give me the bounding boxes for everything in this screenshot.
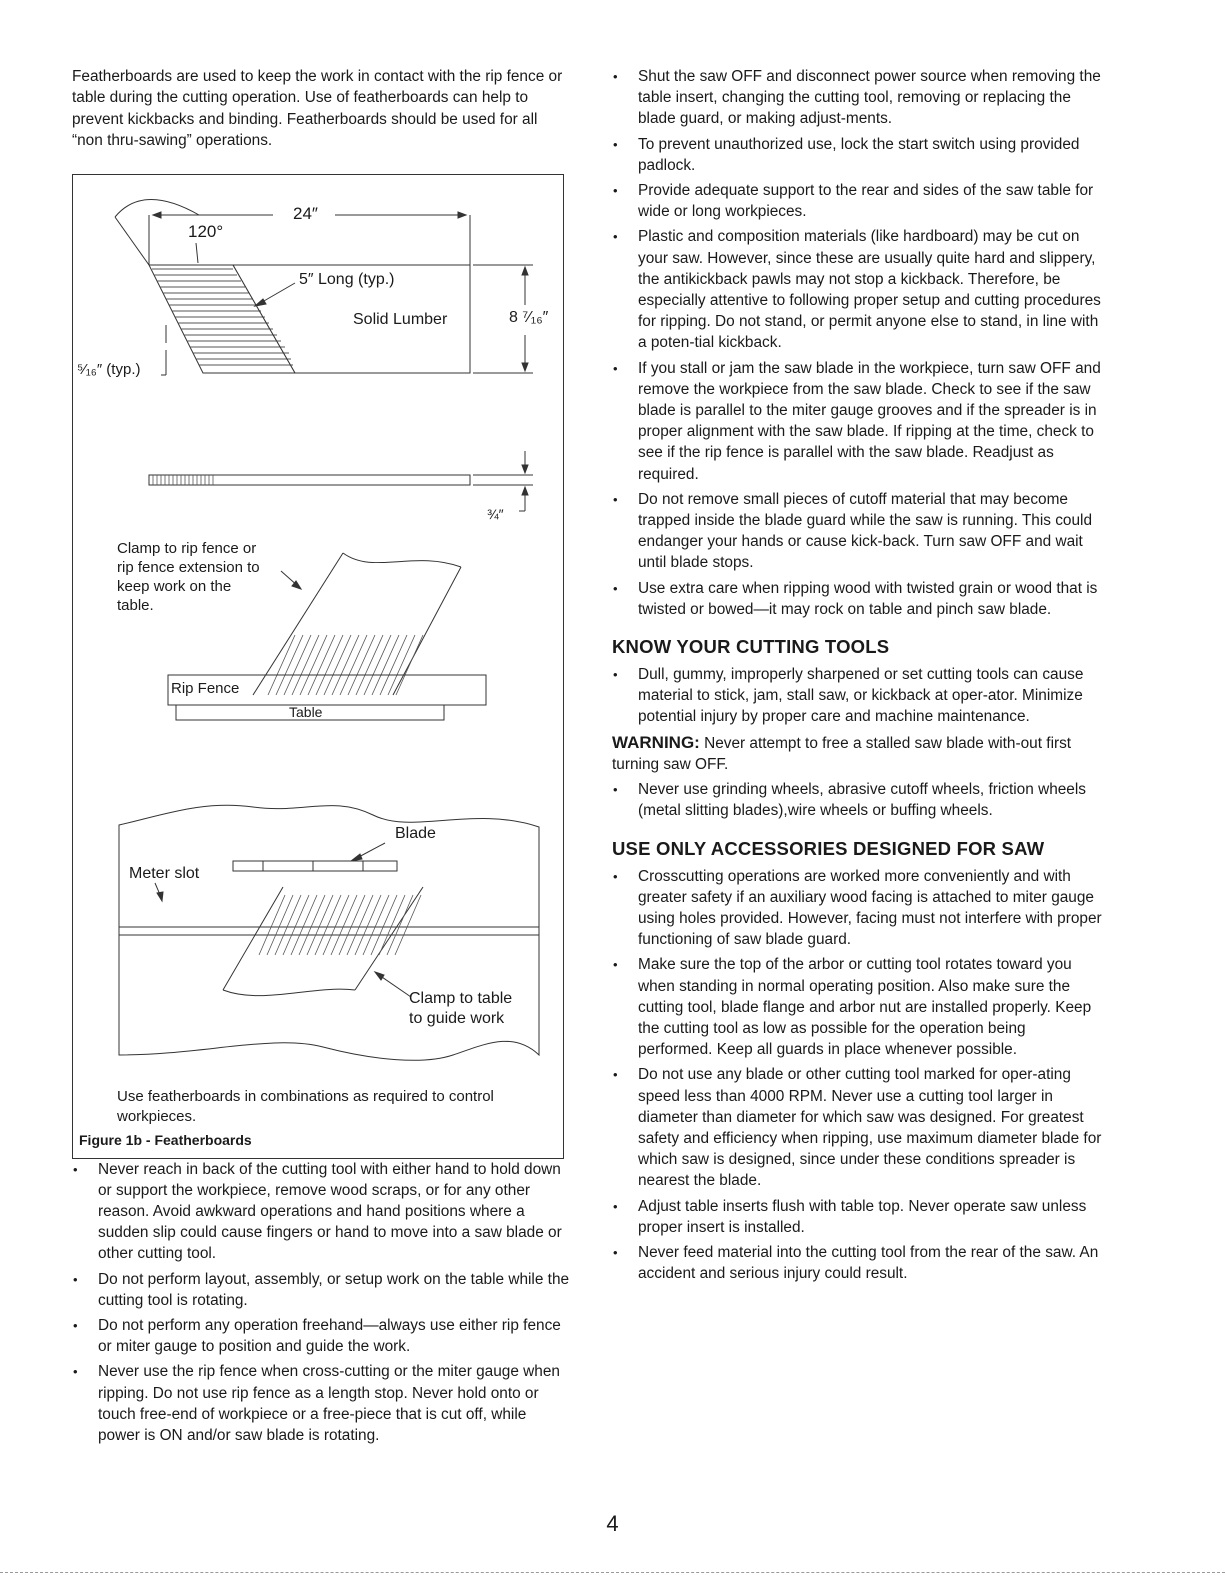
blade-label: Blade [395,824,436,842]
know-tools-list [612,664,1104,728]
know-tools-list-2 [612,779,1104,821]
figure-title: Figure 1b - Featherboards [79,1131,252,1148]
dim-516-label: ⁵⁄₁₆″ (typ.) [77,360,141,378]
section-heading-know-tools: KNOW YOUR CUTTING TOOLS [612,636,890,658]
list-item: • Never use the rip fence when cross-cutting or the miter gauge when ripping. Do not use rip fence as a length stop. Never hold onto or touch free-end of workpiece or a free-piece that is cut off, while power is ON and/or saw blade is rotating. [72,1361,570,1446]
list-item: • Provide adequate support to the rear and sides of the saw table for wide or long workpieces. [612,180,1104,222]
left-bullet-list [72,1159,570,1447]
section-heading-accessories: USE ONLY ACCESSORIES DESIGNED FOR SAW [612,837,1045,859]
safety-bullet-list [612,66,1104,620]
clamp-fence-label: Clamp to rip fence or rip fence extension to keep work on the table. [117,539,260,614]
warning-paragraph [612,732,1104,775]
list-item: • Adjust table inserts flush with table top. Never operate saw unless proper insert is installed. [612,1196,1104,1238]
rip-fence-fingers [268,635,423,695]
right-column [612,66,1104,1288]
list-item: • Shut the saw OFF and disconnect power source when removing the table insert, changing the cutting tool, removing or replacing the blade guard, or making adjust-ments. [612,66,1104,130]
rip-fence-label: Rip Fence [171,679,240,697]
list-item: • If you stall or jam the saw blade in the workpiece, turn saw OFF and remove the workpiece from the saw blade. Check to see if the saw blade is parallel to the miter gauge grooves and if the spreader is in proper alignment with the saw blade. If ripping at the time, check to see if the rip fence is parallel with the saw blade. Readjust as required. [612,358,1104,485]
clamp-table-label: Clamp to table to guide work [409,989,513,1027]
list-item: • Dull, gummy, improperly sharpened or set cutting tools can cause material to stick, jam, stall saw, or kickback at oper-ator. Minimize potential injury by proper care and machine maintenance. [612,664,1104,728]
list-item: • Never reach in back of the cutting tool with either hand to hold down or support the workpiece, remove wood scraps, or for any other reason. Avoid awkward operations and hand positions where a sudden slip could cause fingers or hand to move into a saw blade or other cutting tool. [72,1159,570,1265]
list-item: • Do not perform any operation freehand—always use either rip fence or miter gauge to position and guide the work. [72,1315,570,1357]
accessories-list [612,866,1104,1285]
list-item: • Never use grinding wheels, abrasive cutoff wheels, friction wheels (metal slitting blades),wire wheels or buffing wheels. [612,779,1104,821]
dim-8-label: 8 ⁷⁄₁₆″ [509,308,549,326]
dim-34-label: ¾″ [487,505,504,522]
list-item: • Plastic and composition materials (like hardboard) may be cut on your saw. However, since these are usually quite hard and slippery, the antikickback pawls may not stop a kickback. Therefore, be especially attentive to following proper setup and cutting procedures for ripping. Do not stand, or permit anyone else to stand, in line with a poten-tial kickback. [612,226,1104,353]
warning-text: Never attempt to free a stalled saw blade with-out first turning saw OFF. [612,734,1072,773]
featherboard-fingers [152,269,293,365]
dim-24-label: 24″ [293,203,318,223]
bottom-rule [0,1572,1225,1573]
intro-paragraph: Featherboards are used to keep the work in contact with the rip fence or table during the cutting operation. Use of featherboards can help to prevent kickbacks and binding. Featherboards should be used for all “non thru-sawing” operations. [72,68,563,150]
left-column [72,66,570,1450]
list-item: • To prevent unauthorized use, lock the start switch using provided padlock. [612,134,1104,176]
list-item: • Make sure the top of the arbor or cutting tool rotates toward you when standing in normal operating position. Also make sure the cutting tool, blade flange and arbor nut are installed properly. Keep the cutting tool as low as possible for the operation being performed. Keep all guards in place whenever possible. [612,954,1104,1060]
angle-120-label: 120° [188,221,224,241]
figure-caption: Use featherboards in combinations as required to control workpieces. [117,1087,494,1125]
page-number: 4 [606,1511,619,1536]
meter-slot-label: Meter slot [129,864,200,882]
table-featherboard-fingers [259,895,421,955]
list-item: • Use extra care when ripping wood with twisted grain or wood that is twisted or bowed—it may rock on table and pinch saw blade. [612,578,1104,620]
warning-label: WARNING: [612,732,700,752]
solid-lumber-label: Solid Lumber [353,310,448,328]
list-item: • Do not perform layout, assembly, or setup work on the table while the cutting tool is rotating. [72,1269,570,1311]
list-item: • Do not use any blade or other cutting tool marked for oper-ating speed less than 4000 RPM. Never use a cutting tool larger in diameter than diameter for which saw was designed. For greatest safety and efficiency when ripping, use maximum diameter blade for which saw is designed, since under these conditions spreader is nearest the blade. [612,1064,1104,1191]
meter-slot-shape [233,861,397,871]
featherboard-figure [72,174,564,1159]
list-item: • Crosscutting operations are worked more conveniently and with greater safety if an auxiliary wood facing is attached to miter gauge using holes provided. However, facing must not interfere with proper functioning of saw blade guard. [612,866,1104,951]
list-item: • Never feed material into the cutting tool from the rear of the saw. An accident and serious injury could result. [612,1242,1104,1284]
table-label: Table [289,703,323,720]
five-long-label: 5″ Long (typ.) [299,270,395,288]
list-item: • Do not remove small pieces of cutoff material that may become trapped inside the blade guard while the saw is running. This could endanger your hands or cause kick-back. Turn saw OFF and wait until blade stops. [612,489,1104,574]
